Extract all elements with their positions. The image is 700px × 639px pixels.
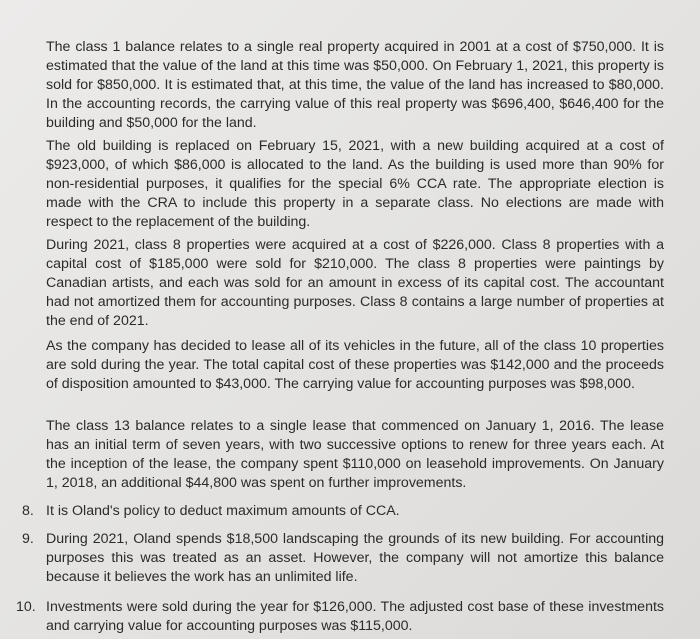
paragraph-class-1: The class 1 balance relates to a single real property acquired in 2001 at a cost of $750,000. It is estimated that the value of the land at this time was $50,000. On February 1, 2021, this property is sold for $850,000. It is estimated that, at this time, the value of the land has increased to $80,000. In the accounting records, the carrying value of this real property was $696,400, $646,400 for the building and $50,000 for the land. — [46, 39, 664, 131]
list-number-8: 8. — [22, 503, 34, 519]
paragraph-class-10: As the company has decided to lease all of its vehicles in the future, all of the class 10 properties are sold during the year. The total capital cost of these properties was $142,000 and the proceeds of disposition amounted to $43,000. The carrying value for accounting purposes was $98,000. — [46, 338, 664, 392]
paragraph-item-8: It is Oland's policy to deduct maximum amounts of CCA. — [46, 503, 400, 519]
list-number-9: 9. — [22, 531, 34, 547]
paragraph-item-9: During 2021, Oland spends $18,500 landscaping the grounds of its new building. For accounting purposes this was treated as an asset. However, the company will not amortize this balance because it believes the work has an unlimited life. — [46, 531, 664, 585]
list-number-10: 10. — [16, 599, 36, 615]
paragraph-new-building: The old building is replaced on February 15, 2021, with a new building acquired at a cost of $923,000, of which $86,000 is allocated to the land. As the building is used more than 90% for non-residential purposes, it qualifies for the special 6% CCA rate. The appropriate election is made with the CRA to include this property in a separate class. No elections are made with respect to the replacement of the building. — [46, 138, 664, 230]
paragraph-class-13: The class 13 balance relates to a single lease that commenced on January 1, 2016. The lease has an initial term of seven years, with two successive options to renew for three years each. At the inception of the lease, the company spent $110,000 on leasehold improvements. On January 1, 2018, an additional $44,800 was spent on further improvements. — [46, 418, 664, 491]
paragraph-item-10: Investments were sold during the year for $126,000. The adjusted cost base of these investments and carrying value for accounting purposes was $115,000. — [46, 599, 664, 634]
paragraph-class-8: During 2021, class 8 properties were acquired at a cost of $226,000. Class 8 properties with a capital cost of $185,000 were sold for $210,000. The class 8 properties were paintings by Canadian artists, and each was sold for an amount in excess of its capital cost. The accountant had not amortized them for accounting purposes. Class 8 contains a large number of properties at the end of 2021. — [46, 237, 664, 329]
